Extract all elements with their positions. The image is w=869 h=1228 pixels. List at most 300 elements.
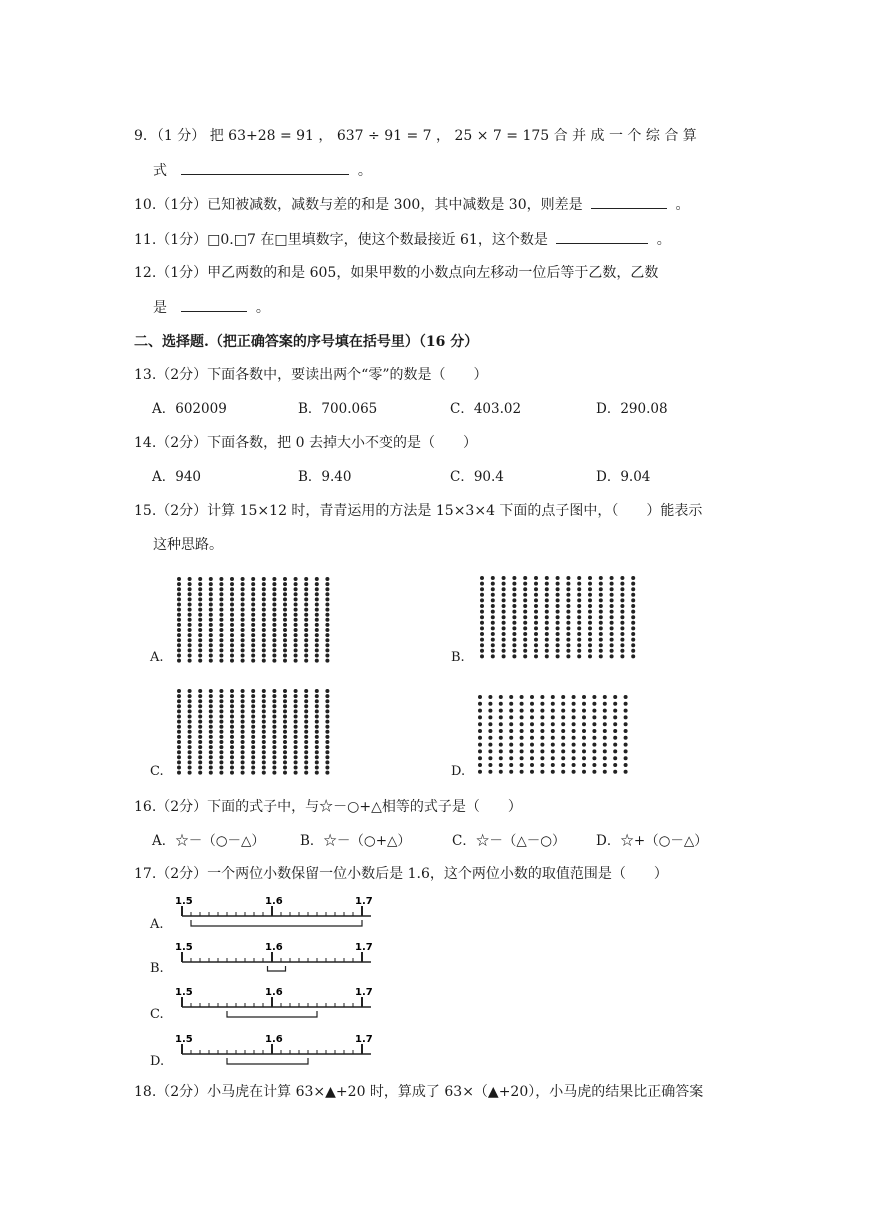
dot: [534, 582, 538, 586]
option-b[interactable]: B．700.065: [298, 401, 378, 417]
dot: [603, 756, 607, 760]
range-bracket: [268, 966, 286, 971]
dot: [188, 603, 192, 607]
dot: [603, 743, 607, 747]
dot: [545, 587, 549, 591]
dot: [566, 587, 570, 591]
dot: [631, 598, 635, 602]
dot: [315, 659, 319, 663]
dot: [599, 598, 603, 602]
dot: [582, 702, 586, 706]
dot: [610, 615, 614, 619]
dot: [230, 608, 234, 612]
dot: [534, 638, 538, 642]
dot: [294, 766, 298, 770]
dot: [491, 587, 495, 591]
dot: [283, 745, 287, 749]
dot: [620, 587, 624, 591]
dot: [588, 593, 592, 597]
dot: [294, 715, 298, 719]
dot: [209, 582, 213, 586]
dot: [488, 695, 492, 699]
dot: [572, 763, 576, 767]
dot: [262, 771, 266, 775]
dot: [188, 689, 192, 693]
dot: [262, 582, 266, 586]
dot: [262, 699, 266, 703]
dot: [561, 702, 565, 706]
dot: [177, 766, 181, 770]
dot: [551, 763, 555, 767]
dot: [177, 659, 181, 663]
dot: [283, 694, 287, 698]
range-bracket: [227, 1058, 308, 1064]
dot: [188, 730, 192, 734]
dot: [572, 736, 576, 740]
dot: [241, 597, 245, 601]
dot: [509, 702, 513, 706]
dot: [613, 770, 617, 774]
dot: [294, 740, 298, 744]
dot: [325, 592, 329, 596]
dot: [283, 608, 287, 612]
question-9-line2: [153, 160, 372, 181]
dot: [325, 720, 329, 724]
dot: [219, 760, 223, 764]
dot: [294, 699, 298, 703]
dot: [177, 608, 181, 612]
dot: [315, 760, 319, 764]
dot: [283, 618, 287, 622]
dot: [251, 608, 255, 612]
dot: [624, 743, 628, 747]
dot: [502, 598, 506, 602]
dot: [294, 592, 298, 596]
question-12-suffix: 。: [255, 300, 270, 316]
dot: [262, 603, 266, 607]
dot: [520, 743, 524, 747]
dot: [241, 659, 245, 663]
dot: [177, 709, 181, 713]
dot: [566, 649, 570, 653]
dot: [603, 709, 607, 713]
dot: [241, 628, 245, 632]
dot: [262, 755, 266, 759]
dot: [198, 735, 202, 739]
dot: [304, 613, 308, 617]
dot: [272, 750, 276, 754]
option-a[interactable]: A．940: [152, 469, 202, 485]
dot: [198, 725, 202, 729]
dot: [577, 654, 581, 658]
dot: [262, 618, 266, 622]
dot: [572, 770, 576, 774]
dot: [534, 610, 538, 614]
dot: [177, 730, 181, 734]
dot: [177, 597, 181, 601]
dot: [499, 709, 503, 713]
dot: [230, 771, 234, 775]
dot: [241, 720, 245, 724]
question-13-stem: 13.（2分）下面各数中，要读出两个“零”的数是（ ）: [134, 367, 488, 383]
question-17-stem: 17.（2分）一个两位小数保留一位小数后是 1.6，这个两位小数的取值范围是（ ）: [134, 866, 668, 882]
dot: [592, 756, 596, 760]
dot: [304, 720, 308, 724]
dot-grid-c[interactable]: [176, 688, 336, 778]
dot: [219, 603, 223, 607]
dot: [480, 649, 484, 653]
dot: [209, 735, 213, 739]
dot: [251, 730, 255, 734]
dot: [251, 638, 255, 642]
dot: [551, 709, 555, 713]
dot: [304, 623, 308, 627]
dot: [325, 603, 329, 607]
dot: [530, 715, 534, 719]
dot: [582, 749, 586, 753]
dot-option-c-label[interactable]: C.: [150, 764, 164, 779]
dot: [577, 638, 581, 642]
dot: [488, 702, 492, 706]
tick-label: 1.6: [265, 942, 283, 953]
dot: [540, 770, 544, 774]
dot: [488, 749, 492, 753]
dot: [599, 576, 603, 580]
dot: [325, 638, 329, 642]
dot: [198, 715, 202, 719]
dot: [209, 725, 213, 729]
dot: [509, 722, 513, 726]
dot-grid-a[interactable]: [176, 576, 336, 666]
dot-option-b-label[interactable]: B.: [451, 650, 465, 665]
dot: [241, 623, 245, 627]
option-b[interactable]: B．9.40: [298, 469, 352, 485]
dot: [512, 593, 516, 597]
dot: [209, 715, 213, 719]
dot: [478, 702, 482, 706]
dot: [534, 598, 538, 602]
dot: [566, 593, 570, 597]
dot: [582, 715, 586, 719]
dot: [219, 725, 223, 729]
dot: [272, 648, 276, 652]
dot: [530, 695, 534, 699]
dot: [512, 587, 516, 591]
dot: [315, 597, 319, 601]
dot: [603, 763, 607, 767]
dot: [491, 576, 495, 580]
dot: [304, 730, 308, 734]
dot: [198, 603, 202, 607]
dot: [251, 592, 255, 596]
dot: [241, 760, 245, 764]
answer-blank-10[interactable]: [591, 194, 667, 209]
number-line-c[interactable]: [172, 987, 397, 1023]
dot: [325, 648, 329, 652]
dot: [599, 615, 603, 619]
dot: [523, 587, 527, 591]
dot: [241, 740, 245, 744]
dot: [315, 766, 319, 770]
dot-grid-b[interactable]: [479, 575, 639, 660]
dot: [577, 621, 581, 625]
dot: [188, 771, 192, 775]
dot: [534, 649, 538, 653]
dot: [551, 749, 555, 753]
dot: [572, 743, 576, 747]
dot: [502, 621, 506, 625]
option-d[interactable]: D．290.08: [596, 401, 668, 417]
dot: [523, 654, 527, 658]
dot: [315, 603, 319, 607]
dot: [241, 603, 245, 607]
dot: [198, 577, 202, 581]
dot: [325, 582, 329, 586]
dot: [209, 654, 213, 658]
dot: [262, 592, 266, 596]
dot: [251, 760, 255, 764]
dot: [272, 740, 276, 744]
dot: [230, 725, 234, 729]
option-b[interactable]: B．☆－（○+△）: [300, 833, 411, 849]
dot: [509, 749, 513, 753]
dot: [325, 771, 329, 775]
dot: [624, 729, 628, 733]
dot: [272, 745, 276, 749]
tick-label: 1.6: [265, 1034, 283, 1045]
dot: [624, 702, 628, 706]
dot: [551, 715, 555, 719]
dot: [219, 699, 223, 703]
dot: [251, 628, 255, 632]
dot: [188, 760, 192, 764]
dot: [283, 760, 287, 764]
number-line-c-label[interactable]: C.: [150, 1007, 164, 1022]
dot: [188, 623, 192, 627]
dot: [272, 704, 276, 708]
dot: [620, 604, 624, 608]
dot: [592, 749, 596, 753]
dot: [209, 597, 213, 601]
dot: [610, 593, 614, 597]
dot: [209, 689, 213, 693]
dot: [262, 613, 266, 617]
dot: [294, 654, 298, 658]
dot: [209, 648, 213, 652]
dot-option-d-label[interactable]: D.: [451, 764, 466, 779]
dot: [241, 577, 245, 581]
dot: [230, 597, 234, 601]
dot: [491, 626, 495, 630]
dot: [304, 750, 308, 754]
dot: [209, 659, 213, 663]
dot: [304, 689, 308, 693]
question-11: [134, 229, 671, 250]
dot: [520, 736, 524, 740]
dot-grid-d[interactable]: [477, 694, 632, 776]
number-line-a[interactable]: [172, 896, 397, 932]
number-line-a-label[interactable]: A.: [150, 917, 164, 932]
dot: [530, 763, 534, 767]
dot: [499, 756, 503, 760]
dot: [509, 743, 513, 747]
dot-option-a-label[interactable]: A.: [150, 650, 164, 665]
answer-blank-9[interactable]: [181, 160, 349, 175]
question-11-suffix: 。: [656, 232, 671, 248]
dot: [272, 715, 276, 719]
dot: [520, 722, 524, 726]
dot: [620, 632, 624, 636]
dot: [230, 720, 234, 724]
dot: [561, 763, 565, 767]
option-c[interactable]: C．90.4: [450, 469, 504, 485]
dot: [219, 613, 223, 617]
dot: [230, 704, 234, 708]
option-a[interactable]: A．☆－（○－△）: [152, 833, 265, 849]
dot: [209, 694, 213, 698]
dot: [304, 740, 308, 744]
answer-blank-11[interactable]: [556, 229, 648, 244]
dot: [478, 736, 482, 740]
dot: [520, 756, 524, 760]
dot: [294, 755, 298, 759]
dot: [272, 755, 276, 759]
dot: [177, 623, 181, 627]
dot: [478, 729, 482, 733]
dot: [502, 654, 506, 658]
dot: [241, 709, 245, 713]
dot: [198, 699, 202, 703]
dot: [582, 709, 586, 713]
dot: [198, 613, 202, 617]
dot: [520, 702, 524, 706]
range-bracket: [191, 920, 362, 926]
number-line-d[interactable]: [172, 1034, 397, 1070]
dot: [262, 638, 266, 642]
dot: [198, 648, 202, 652]
dot: [188, 592, 192, 596]
dot: [188, 694, 192, 698]
dot: [251, 597, 255, 601]
dot: [304, 633, 308, 637]
dot: [230, 638, 234, 642]
dot: [315, 633, 319, 637]
dot: [230, 694, 234, 698]
dot: [262, 577, 266, 581]
dot: [588, 598, 592, 602]
number-line-b[interactable]: [172, 942, 397, 978]
dot: [219, 618, 223, 622]
dot: [304, 597, 308, 601]
dot: [241, 582, 245, 586]
dot: [304, 618, 308, 622]
dot: [188, 628, 192, 632]
dot: [610, 587, 614, 591]
dot: [219, 766, 223, 770]
number-line-d-label[interactable]: D.: [150, 1054, 165, 1069]
dot: [488, 756, 492, 760]
dot: [610, 604, 614, 608]
dot: [325, 623, 329, 627]
dot: [509, 763, 513, 767]
dot: [315, 577, 319, 581]
dot: [188, 654, 192, 658]
dot: [599, 654, 603, 658]
dot: [177, 771, 181, 775]
dot: [599, 582, 603, 586]
option-c[interactable]: C．403.02: [450, 401, 522, 417]
question-15-line1: 15.（2分）计算 15×12 时，青青运用的方法是 15×3×4 下面的点子图中，（ ）能表示: [134, 503, 703, 519]
option-a[interactable]: A．602009: [152, 401, 227, 417]
answer-blank-12[interactable]: [181, 297, 247, 312]
dot: [188, 648, 192, 652]
dot: [551, 743, 555, 747]
dot: [566, 638, 570, 642]
dot: [230, 709, 234, 713]
dot: [304, 735, 308, 739]
number-line-b-label[interactable]: B.: [150, 961, 164, 976]
dot: [545, 649, 549, 653]
dot: [283, 689, 287, 693]
dot: [188, 638, 192, 642]
dot: [251, 643, 255, 647]
dot: [230, 740, 234, 744]
dot: [262, 740, 266, 744]
dot: [283, 603, 287, 607]
option-d[interactable]: D．9.04: [596, 469, 651, 485]
dot: [230, 613, 234, 617]
dot: [272, 766, 276, 770]
dot: [241, 771, 245, 775]
dot: [592, 729, 596, 733]
dot: [219, 704, 223, 708]
dot: [272, 689, 276, 693]
dot: [561, 756, 565, 760]
dot: [251, 750, 255, 754]
option-d[interactable]: D．☆+（○－△）: [596, 833, 708, 849]
dot: [545, 593, 549, 597]
dot: [230, 715, 234, 719]
dot: [556, 638, 560, 642]
dot: [315, 648, 319, 652]
dot: [198, 654, 202, 658]
dot: [325, 730, 329, 734]
dot: [219, 643, 223, 647]
dot: [325, 633, 329, 637]
dot: [588, 582, 592, 586]
dot: [188, 735, 192, 739]
dot: [556, 621, 560, 625]
dot: [561, 722, 565, 726]
dot: [480, 621, 484, 625]
dot: [294, 725, 298, 729]
dot: [294, 709, 298, 713]
dot: [241, 766, 245, 770]
dot: [198, 704, 202, 708]
dot: [188, 725, 192, 729]
dot: [502, 626, 506, 630]
dot: [509, 709, 513, 713]
dot: [294, 623, 298, 627]
dot: [620, 649, 624, 653]
dot: [188, 704, 192, 708]
dot: [198, 582, 202, 586]
dot: [512, 576, 516, 580]
option-c[interactable]: C．☆－（△－○）: [452, 833, 566, 849]
dot: [480, 610, 484, 614]
dot: [241, 694, 245, 698]
question-14-stem: 14.（2分）下面各数，把 0 去掉大小不变的是（ ）: [134, 435, 477, 451]
